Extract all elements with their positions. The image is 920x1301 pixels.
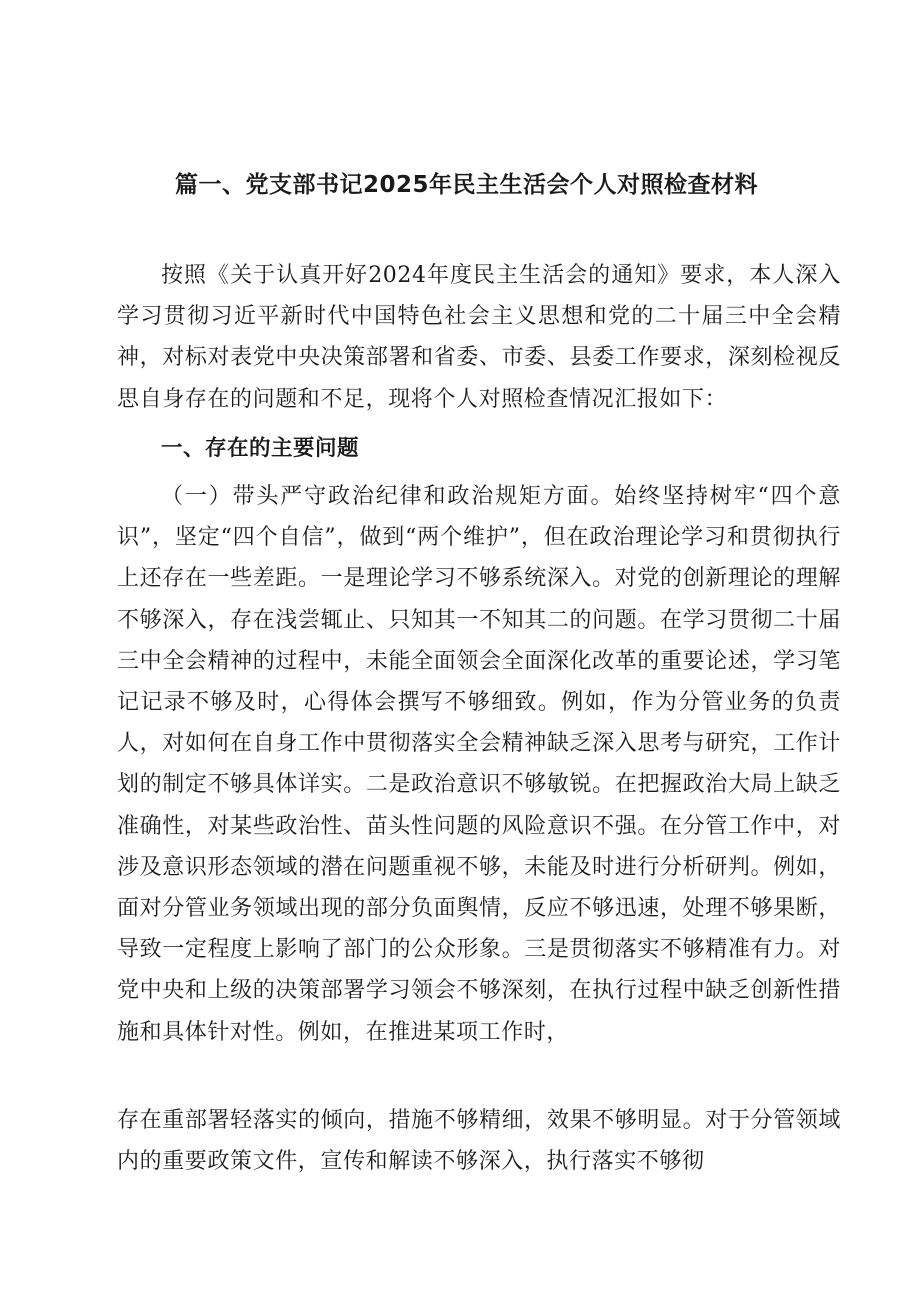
document-title: 篇一、党支部书记2025年民主生活会个人对照检查材料 [175, 172, 759, 198]
section-1-paragraph: （一）带头严守政治纪律和政治规矩方面。始终坚持树牢“四个意识”，坚定“四个自信”，做到“两个维护”，但在政治理论学习和贯彻执行上还存在一些差距。一是理论学习不够系统深入。对党的创新理论的理解不够深入，存在浅尝辄止、只知其一不知其二的问题。在学习贯彻二十届三中全会精神的过程中，未能全面领会全面深化改革的重要论述，学习笔记记录不够及时，心得体会撰写不够细致。例如，作为分管业务的负责人，对如何在自身工作中贯彻落实全会精神缺乏深入思考与研究，工作计划的制定不够具体详实。二是政治意识不够敏锐。在把握政治大局上缺乏准确性，对某些政治性、苗头性问题的风险意识不强。在分管工作中，对涉及意识形态领域的潜在问题重视不够，未能及时进行分析研判。例如，面对分管业务领域出现的部分负面舆情，反应不够迅速，处理不够果断，导致一定程度上影响了部门的公众形象。三是贯彻落实不够精准有力。对党中央和上级的决策部署学习领会不够深刻，在执行过程中缺乏创新性措施和具体针对性。例如，在推进某项工作时， [117, 484, 841, 1045]
section-heading: 一、存在的主要问题 [161, 436, 360, 461]
continued-paragraph: 存在重部署轻落实的倾向，措施不够精细，效果不够明显。对于分管领域内的重要政策文件，宣传和解读不够深入，执行落实不够彻 [117, 1108, 841, 1175]
intro-paragraph: 按照《关于认真开好2024年度民主生活会的通知》要求，本人深入学习贯彻习近平新时代中国特色社会主义思想和党的二十届三中全会精神，对标对表党中央决策部署和省委、市委、县委工作要求，深刻检视反思自身存在的问题和不足，现将个人对照检查情况汇报如下： [117, 263, 841, 412]
